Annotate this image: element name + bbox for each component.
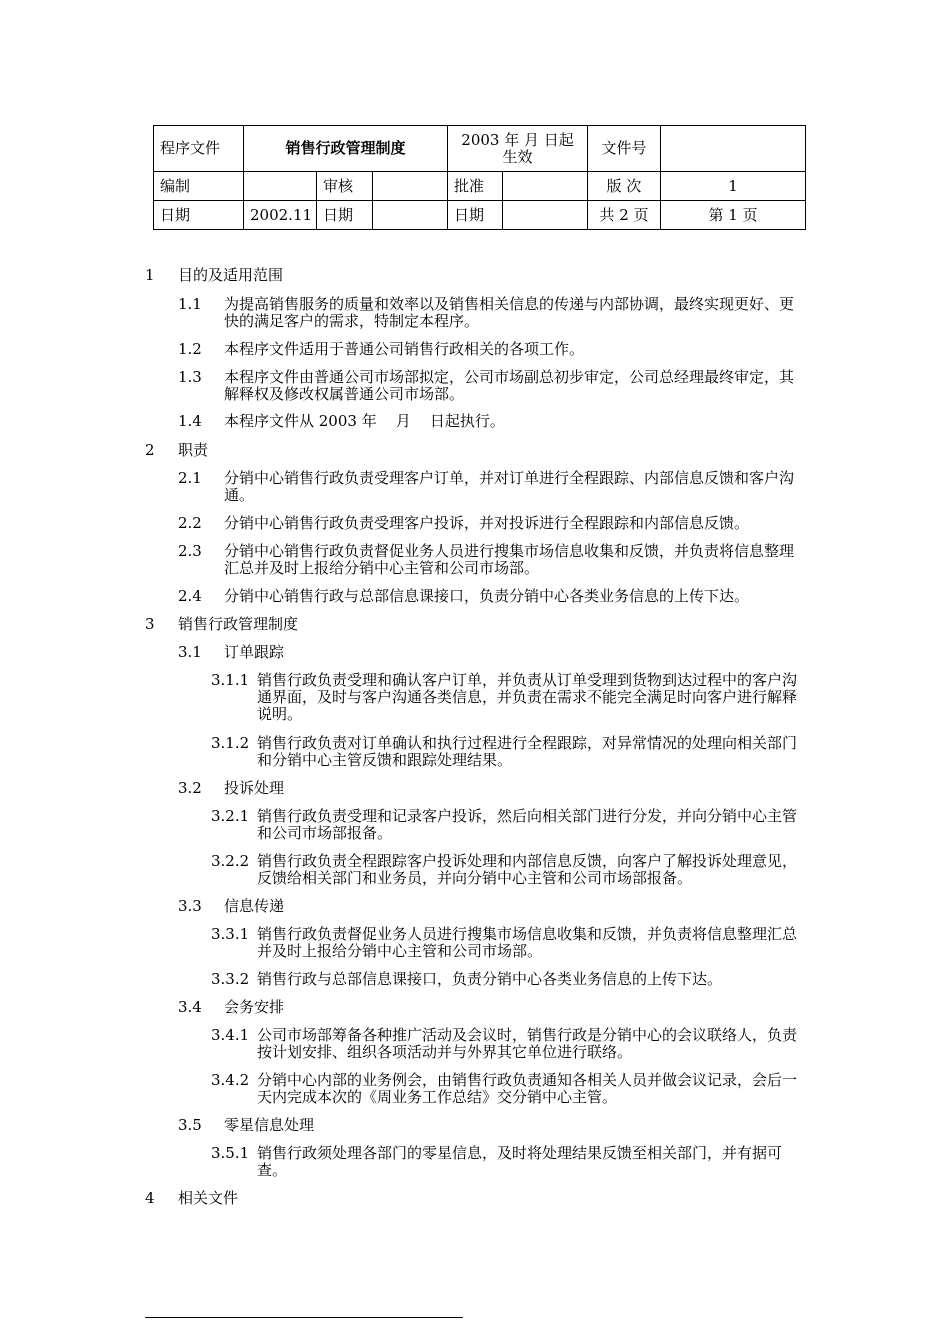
doc-no-value-cell (661, 126, 806, 172)
approved-date-value (503, 201, 588, 230)
document-header-table (153, 125, 806, 230)
subsection-3-2-heading: 3.2 投诉处理 (178, 779, 285, 797)
effective-date-cell: 2003 年 月 日起生效 (448, 126, 588, 172)
reviewed-date-value (373, 201, 448, 230)
approved-date-label: 日期 (448, 201, 503, 230)
clause-3-1-1: 3.1.1 销售行政负责受理和确认客户订单，并负责从订单受理到货物到达过程中的客户沟通界面，及时与客户沟通各类信息，并负责在需求不能完全满足时向客户进行解释说明。 (211, 671, 798, 723)
clause-3-4-1: 3.4.1 公司市场部筹备各种推广活动及会议时，销售行政是分销中心的会议联络人，负责按计划安排、组织各项活动并与外界其它单位进行联络。 (211, 1026, 798, 1061)
compiled-date-label: 日期 (154, 201, 244, 230)
page-number: 第 1 页 (661, 201, 806, 230)
reviewed-by-label: 审核 (317, 172, 373, 201)
doc-title-cell: 销售行政管理制度 (244, 126, 448, 172)
doc-type-cell: 程序文件 (154, 126, 244, 172)
compiled-by-value (244, 172, 317, 201)
clause-2-3: 2.3 分销中心销售行政负责督促业务人员进行搜集市场信息收集和反馈，并负责将信息整理汇总并及时上报给分销中心主管和公司市场部。 (178, 542, 795, 577)
clause-3-5-1: 3.5.1 销售行政须处理各部门的零星信息，及时将处理结果反馈至相关部门，并有据可查。 (211, 1144, 783, 1179)
clause-3-2-2: 3.2.2 销售行政负责全程跟踪客户投诉处理和内部信息反馈，向客户了解投诉处理意见，反馈给相关部门和业务员，并向分销中心主管和公司市场部报备。 (211, 852, 798, 887)
approved-by-value (503, 172, 588, 201)
clause-2-1: 2.1 分销中心销售行政负责受理客户订单，并对订单进行全程跟踪、内部信息反馈和客户沟通。 (178, 469, 795, 504)
clause-1-2: 1.2 本程序文件适用于普通公司销售行政相关的各项工作。 (178, 340, 585, 358)
clause-3-3-2: 3.3.2 销售行政与总部信息课接口，负责分销中心各类业务信息的上传下达。 (211, 970, 723, 988)
version-value: 1 (661, 172, 806, 201)
reviewed-date-label: 日期 (317, 201, 373, 230)
clause-3-3-1: 3.3.1 销售行政负责督促业务人员进行搜集市场信息收集和反馈，并负责将信息整理汇总并及时上报给分销中心主管和公司市场部。 (211, 925, 798, 960)
reviewed-by-value (373, 172, 448, 201)
section-4-heading: 4 相关文件 (145, 1189, 239, 1207)
clause-3-2-1: 3.2.1 销售行政负责受理和记录客户投诉，然后向相关部门进行分发，并向分销中心主管和公司市场部报备。 (211, 807, 798, 842)
clause-1-3: 1.3 本程序文件由普通公司市场部拟定，公司市场副总初步审定，公司总经理最终审定，其解释权及修改权属普通公司市场部。 (178, 368, 795, 403)
version-label: 版 次 (588, 172, 661, 201)
clause-2-4: 2.4 分销中心销售行政与总部信息课接口，负责分销中心各类业务信息的上传下达。 (178, 587, 750, 605)
approved-by-label: 批准 (448, 172, 503, 201)
subsection-3-4-heading: 3.4 会务安排 (178, 998, 285, 1016)
subsection-3-3-heading: 3.3 信息传递 (178, 897, 285, 915)
section-1-heading: 1 目的及适用范围 (145, 266, 284, 284)
footnote-separator (145, 1317, 463, 1318)
page-total: 共 2 页 (588, 201, 661, 230)
section-3-heading: 3 销售行政管理制度 (145, 615, 299, 633)
clause-2-2: 2.2 分销中心销售行政负责受理客户投诉，并对投诉进行全程跟踪和内部信息反馈。 (178, 514, 750, 532)
compiled-date-value: 2002.11 (244, 201, 317, 230)
compiled-by-label: 编制 (154, 172, 244, 201)
clause-3-4-2: 3.4.2 分销中心内部的业务例会，由销售行政负责通知各相关人员并做会议记录，会后一天内完成本次的《周业务工作总结》交分销中心主管。 (211, 1071, 798, 1106)
subsection-3-5-heading: 3.5 零星信息处理 (178, 1116, 315, 1134)
subsection-3-1-heading: 3.1 订单跟踪 (178, 643, 285, 661)
clause-1-4: 1.4 本程序文件从 2003 年 月 日起执行。 (178, 412, 505, 430)
clause-1-1: 1.1 为提高销售服务的质量和效率以及销售相关信息的传递与内部协调，最终实现更好、更快的满足客户的需求，特制定本程序。 (178, 295, 795, 330)
clause-3-1-2: 3.1.2 销售行政负责对订单确认和执行过程进行全程跟踪，对异常情况的处理向相关部门和分销中心主管反馈和跟踪处理结果。 (211, 734, 798, 769)
section-2-heading: 2 职责 (145, 441, 209, 459)
doc-no-label-cell: 文件号 (588, 126, 661, 172)
